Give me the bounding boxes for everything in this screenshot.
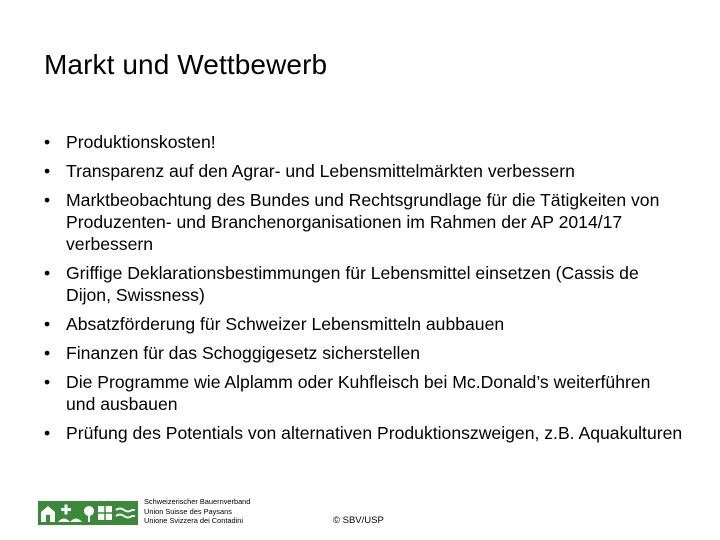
slide-title: Markt und Wettbewerb — [44, 49, 328, 80]
bullet-item: • Produktionskosten! — [44, 132, 684, 154]
organization-name-it: Unione Svizzera dei Contadini — [144, 516, 244, 526]
copyright-notice: © SBV/USP — [333, 515, 384, 526]
bullet-item: • Finanzen für das Schoggigesetz sicherstellen — [44, 343, 684, 365]
bullet-item: • Die Programme wie Alplamm oder Kuhfleisch bei Mc.Donald’s weiterführen und ausbauen — [44, 372, 684, 415]
organization-name-fr: Union Suisse des Paysans — [144, 506, 232, 516]
sbv-usp-logo-icon — [38, 501, 138, 525]
bullet-item: • Marktbeobachtung des Bundes und Rechtsgrundlage für die Tätigkeiten von Produzenten- und Branchenorganisationen im Rahmen der AP 2014/17 verbessern — [44, 190, 684, 255]
bullet-item: • Transparenz auf den Agrar- und Lebensmittelmärkten verbessern — [44, 161, 684, 183]
bullet-item: • Griffige Deklarationsbestimmungen für Lebensmittel einsetzen (Cassis de Dijon, Swissness) — [44, 263, 684, 306]
organization-name-de: Schweizerischer Bauernverband — [144, 497, 251, 506]
bullet-item: • Prüfung des Potentials von alternativen Produktionszweigen, z.B. Aquakulturen — [44, 423, 684, 445]
organization-name — [144, 497, 250, 526]
bullet-item: • Absatzförderung für Schweizer Lebensmitteln aubbauen — [44, 314, 684, 336]
bullet-list — [44, 132, 684, 452]
